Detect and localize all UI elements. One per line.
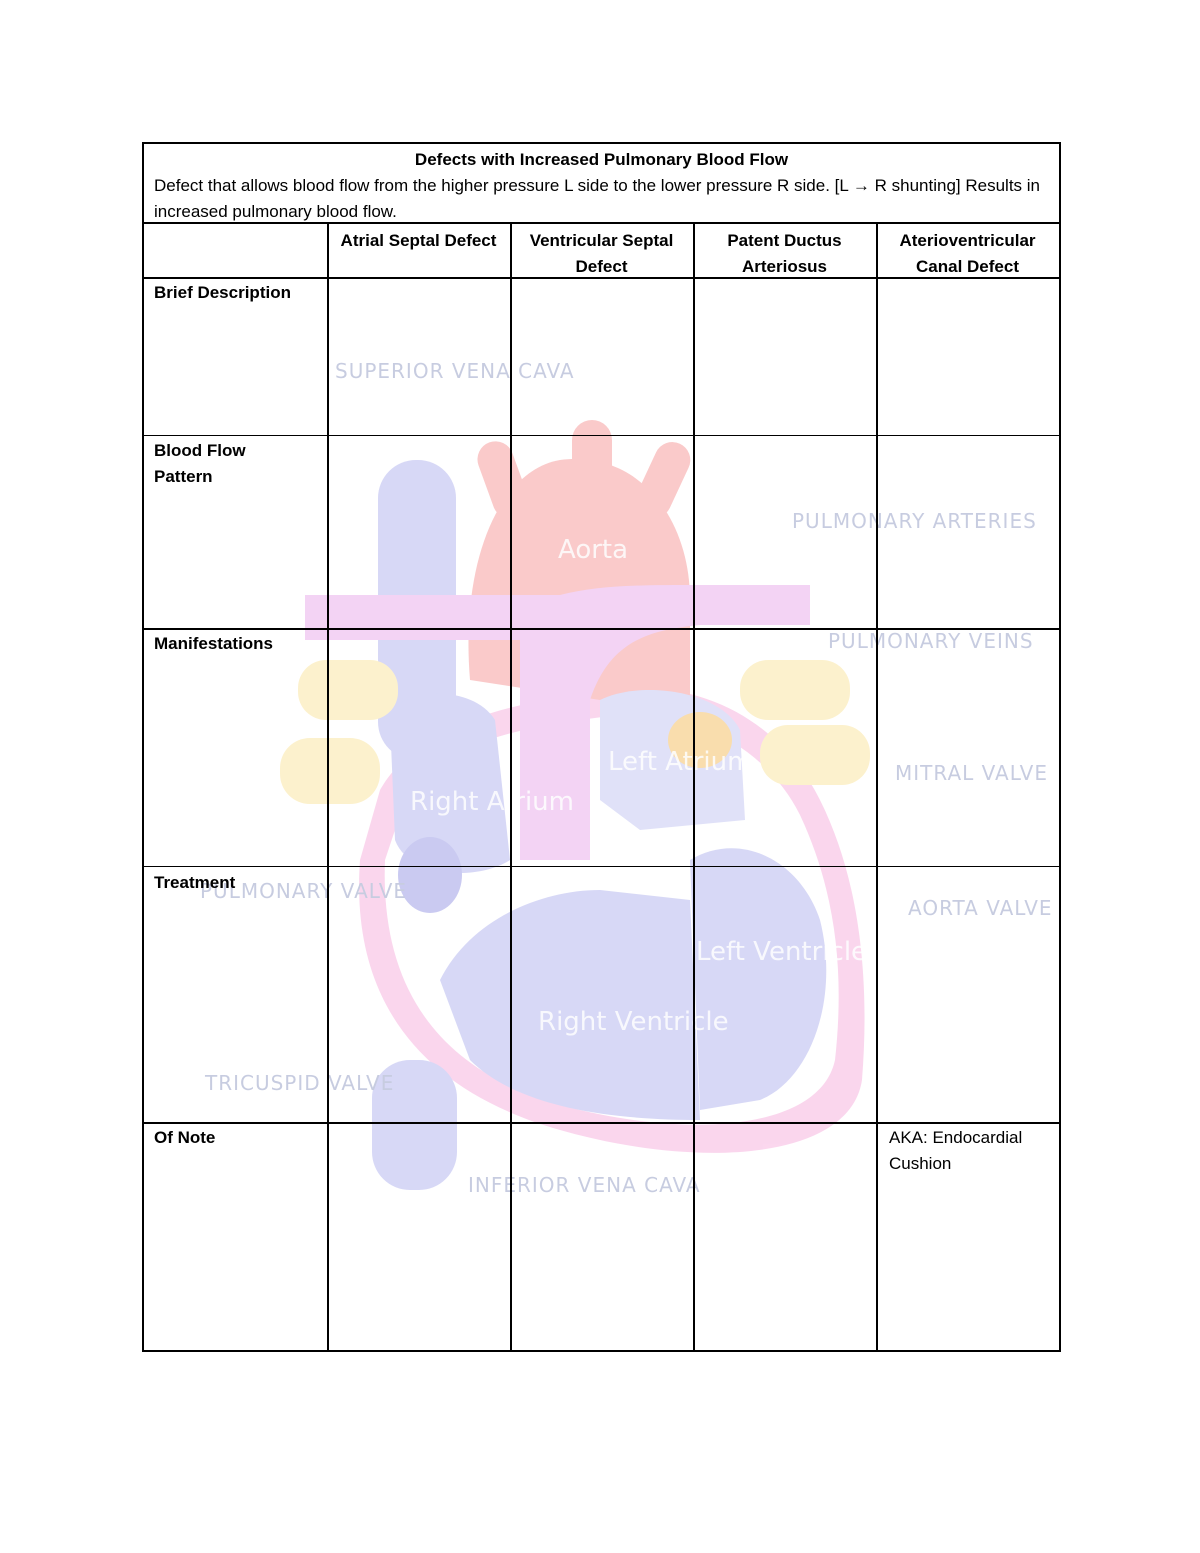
row-header-blood-flow-pattern: Blood Flow Pattern — [154, 441, 246, 486]
column-header-avcd: Aterioventricular Canal Defect — [899, 231, 1036, 276]
column-header-asd: Atrial Septal Defect — [340, 231, 497, 250]
label-aorta-valve: AORTA VALVE — [908, 896, 1053, 920]
column-divider — [693, 224, 695, 1350]
row-divider — [144, 435, 1059, 436]
label-inferior-vena-cava: INFERIOR VENA CAVA — [468, 1173, 701, 1197]
table-header — [144, 144, 1059, 224]
table-description: Defect that allows blood flow from the higher pressure L side to the lower pressure R side. [L → R shunting] Results in increased pulmonary blood flow. — [154, 176, 1041, 221]
label-left-atrium: Left Atrium — [608, 747, 753, 777]
row-header-brief-description: Brief Description — [154, 283, 291, 302]
label-pulmonary-valve: PULMONARY VALVE — [200, 879, 408, 903]
label-left-ventricle: Left Ventricle — [696, 937, 868, 967]
column-divider — [327, 224, 329, 1350]
label-right-ventricle: Right Ventricle — [538, 1007, 729, 1037]
label-superior-vena-cava: SUPERIOR VENA CAVA — [335, 359, 575, 383]
row-header-of-note: Of Note — [154, 1128, 216, 1147]
column-divider — [876, 224, 878, 1350]
label-right-atrium: Right Atrium — [410, 787, 574, 817]
row-divider — [144, 866, 1059, 867]
table-title: Defects with Increased Pulmonary Blood Flow — [414, 150, 789, 169]
row-divider — [144, 1122, 1059, 1124]
row-header-manifestations: Manifestations — [154, 634, 274, 653]
row-header-treatment: Treatment — [154, 873, 236, 892]
label-pulmonary-veins: PULMONARY VEINS — [828, 629, 1034, 653]
column-divider — [510, 224, 512, 1350]
label-mitral-valve: MITRAL VALVE — [895, 761, 1048, 785]
column-header-pda: Patent Ductus Arteriosus — [727, 231, 842, 276]
row-divider — [144, 628, 1059, 630]
column-header-vsd: Ventricular Septal Defect — [529, 231, 674, 276]
label-pulmonary-arteries: PULMONARY ARTERIES — [792, 509, 1037, 533]
label-tricuspid-valve: TRICUSPID VALVE — [205, 1071, 395, 1095]
label-aorta: Aorta — [558, 535, 629, 565]
avcd-of-note-cell: AKA: Endocardial Cushion — [889, 1128, 1023, 1173]
defects-table — [142, 142, 1061, 1352]
